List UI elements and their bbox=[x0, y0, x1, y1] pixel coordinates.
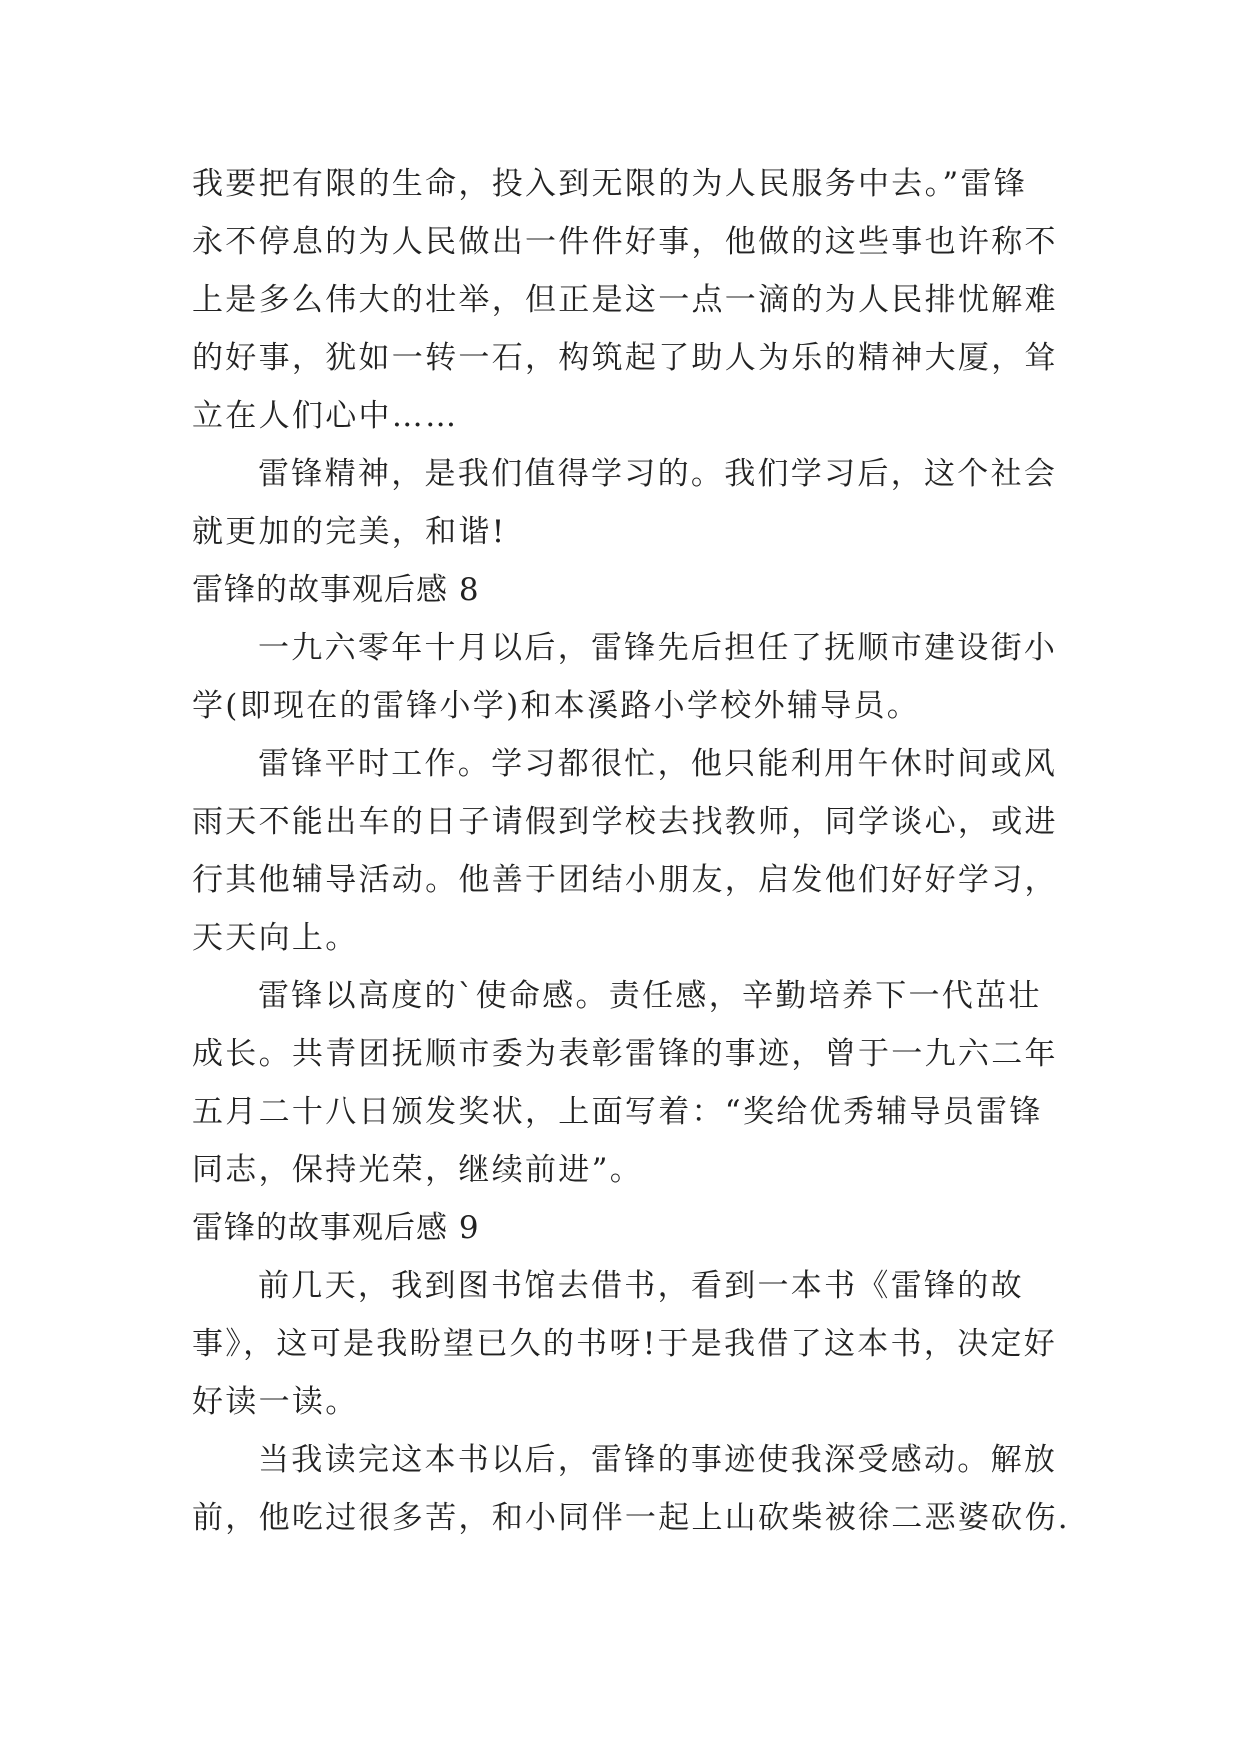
section-heading: 雷锋的故事观后感 8 bbox=[192, 572, 480, 608]
paragraph-line: 五月二十八日颁发奖状，上面写着：“奖给优秀辅导员雷锋 bbox=[192, 1094, 1043, 1130]
paragraph-line: 雷锋精神，是我们值得学习的。我们学习后，这个社会 bbox=[258, 456, 1058, 492]
paragraph-line: 同志，保持光荣，继续前进”。 bbox=[192, 1152, 644, 1188]
paragraph-line: 前，他吃过很多苦，和小同伴一起上山砍柴被徐二恶婆砍伤. bbox=[192, 1500, 1070, 1536]
paragraph-line: 立在人们心中…… bbox=[192, 398, 459, 434]
paragraph-line: 的好事，犹如一转一石，构筑起了助人为乐的精神大厦，耸 bbox=[192, 340, 1058, 376]
paragraph-line: 事》，这可是我盼望已久的书呀!于是我借了这本书，决定好 bbox=[192, 1326, 1058, 1362]
paragraph-line: 好读一读。 bbox=[192, 1384, 359, 1420]
paragraph-line: 天天向上。 bbox=[192, 920, 359, 956]
paragraph-line: 就更加的完美，和谐! bbox=[192, 514, 507, 550]
section-heading: 雷锋的故事观后感 9 bbox=[192, 1210, 480, 1246]
paragraph-line: 学(即现在的雷锋小学)和本溪路小学校外辅导员。 bbox=[192, 688, 921, 724]
paragraph-line: 上是多么伟大的壮举，但正是这一点一滴的为人民排忧解难 bbox=[192, 282, 1058, 318]
paragraph-line: 我要把有限的生命，投入到无限的为人民服务中去。”雷锋 bbox=[192, 166, 1028, 202]
paragraph-line: 前几天，我到图书馆去借书，看到一本书《雷锋的故 bbox=[258, 1268, 1024, 1304]
paragraph-line: 雷锋以高度的`使命感。责任感，辛勤培养下一代茁壮 bbox=[258, 978, 1042, 1014]
paragraph-line: 永不停息的为人民做出一件件好事，他做的这些事也许称不 bbox=[192, 224, 1058, 260]
paragraph-line: 雷锋平时工作。学习都很忙，他只能利用午休时间或风 bbox=[258, 746, 1058, 782]
paragraph-line: 一九六零年十月以后，雷锋先后担任了抚顺市建设街小 bbox=[258, 630, 1058, 666]
paragraph-line: 当我读完这本书以后，雷锋的事迹使我深受感动。解放 bbox=[258, 1442, 1058, 1478]
paragraph-line: 行其他辅导活动。他善于团结小朋友，启发他们好好学习， bbox=[192, 862, 1058, 898]
paragraph-line: 雨天不能出车的日子请假到学校去找教师，同学谈心，或进 bbox=[192, 804, 1058, 840]
paragraph-line: 成长。共青团抚顺市委为表彰雷锋的事迹，曾于一九六二年 bbox=[192, 1036, 1058, 1072]
